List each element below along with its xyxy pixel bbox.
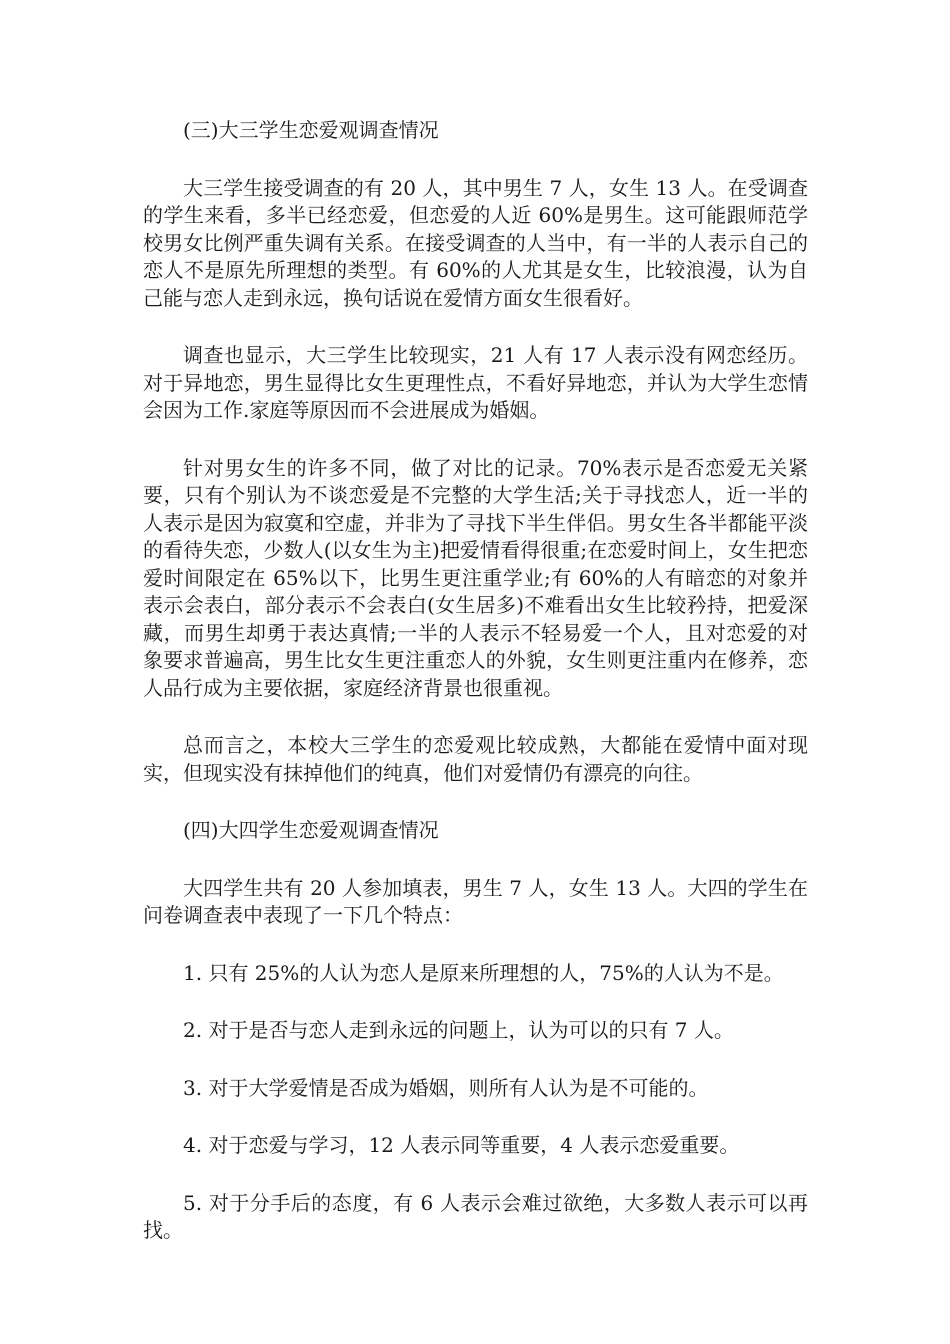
section-3-paragraph-4: 总而言之，本校大三学生的恋爱观比较成熟，大都能在爱情中面对现实，但现实没有抹掉他们的纯真，他们对爱情仍有漂亮的向往。 [143,733,808,785]
list-item-1: 1. 只有 25%的人认为恋人是原来所理想的人，75%的人认为不是。 [183,960,784,985]
section-3-heading: (三)大三学生恋爱观调查情况 [183,118,439,142]
section-4-heading: (四)大四学生恋爱观调查情况 [183,818,439,842]
list-item-3: 3. 对于大学爱情是否成为婚姻，则所有人认为是不可能的。 [183,1075,709,1100]
section-3-paragraph-2: 调查也显示，大三学生比较现实，21 人有 17 人表示没有网恋经历。对于异地恋，男生显得比女生更理性点，不看好异地恋，并认为大学生恋情会因为工作.家庭等原因而不会进展成为婚姻。 [143,343,808,422]
section-3-paragraph-1: 大三学生接受调查的有 20 人，其中男生 7 人，女生 13 人。在受调查的学生来看，多半已经恋爱，但恋爱的人近 60%是男生。这可能跟师范学校男女比例严重失调有关系。在接受调查的人当中，有一半的人表示自己的恋人不是原先所理想的类型。有 60%的人尤其是女生，比较浪漫，认为自己能与恋人走到永远，换句话说在爱情方面女生很看好。 [143,175,808,310]
list-item-4: 4. 对于恋爱与学习，12 人表示同等重要，4 人表示恋爱重要。 [183,1133,740,1157]
list-item-5: 5. 对于分手后的态度，有 6 人表示会难过欲绝，大多数人表示可以再找。 [143,1190,808,1242]
section-3-paragraph-3: 针对男女生的许多不同，做了对比的记录。70%表示是否恋爱无关紧要，只有个别认为不谈恋爱是不完整的大学生活;关于寻找恋人，近一半的人表示是因为寂寞和空虚，并非为了寻找下半生伴侣。男女生各半都能平淡的看待失恋，少数人(以女生为主)把爱情看得很重;在恋爱时间上，女生把恋爱时间限定在 65%以下，比男生更注重学业;有 60%的人有暗恋的对象并表示会表白，部分表示不会表白(女生居多)不难看出女生比较矜持，把爱深藏，而男生却勇于表达真情;一半的人表示不轻易爱一个人，且对恋爱的对象要求普遍高，男生比女生更注重恋人的外貌，女生则更注重内在修养，恋人品行成为主要依据，家庭经济背景也很重视。 [143,455,808,700]
list-item-2: 2. 对于是否与恋人走到永远的问题上，认为可以的只有 7 人。 [183,1018,734,1042]
document-body [143,117,808,1275]
section-4-intro: 大四学生共有 20 人参加填表，男生 7 人，女生 13 人。大四的学生在问卷调查表中表现了一下几个特点： [143,875,808,927]
